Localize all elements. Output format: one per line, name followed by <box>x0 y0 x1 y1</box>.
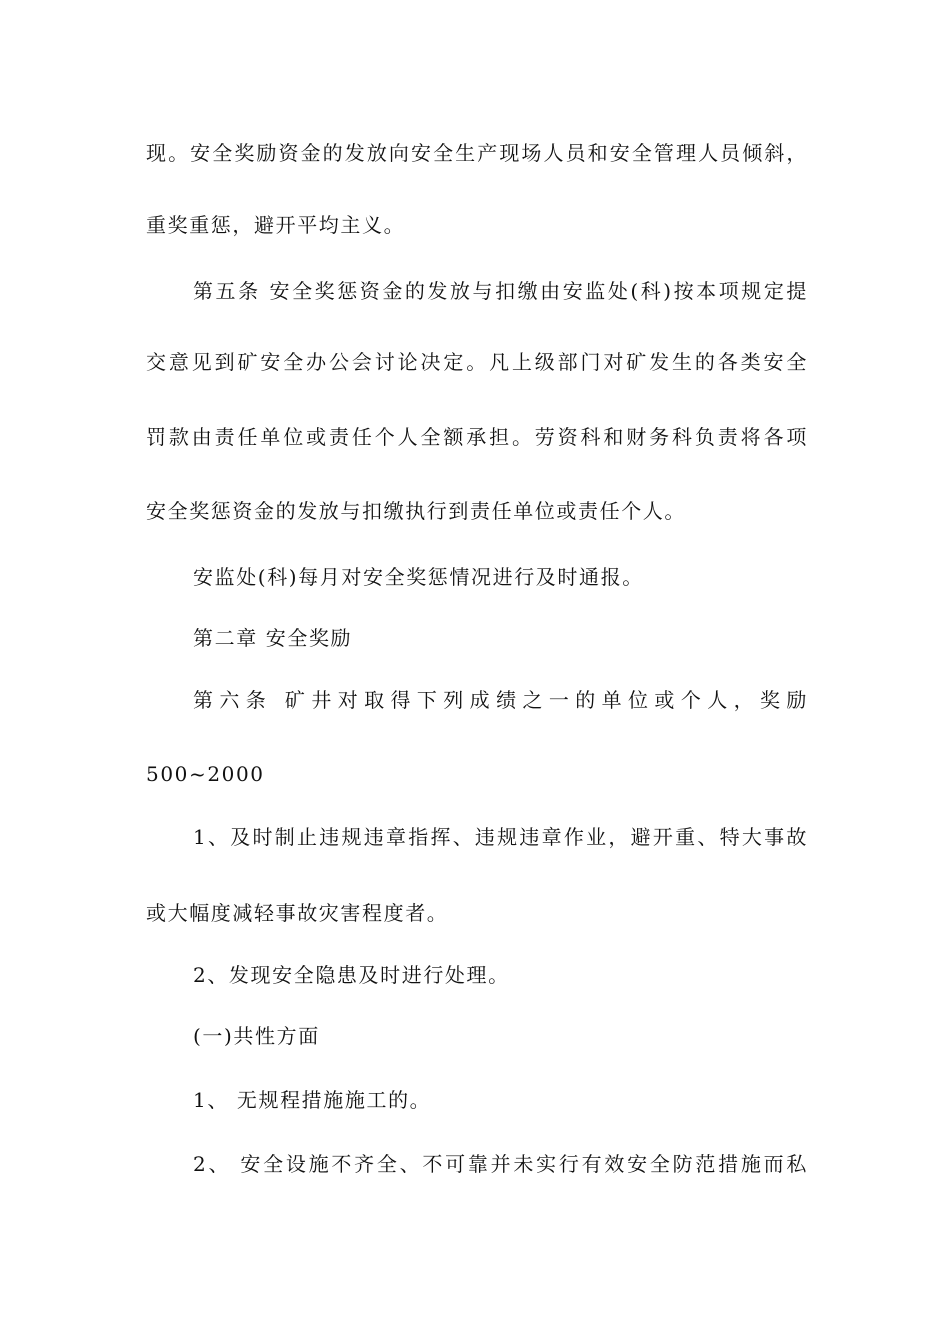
section-common-aspects: (一)共性方面 <box>193 1024 320 1048</box>
item-1: 1、及时制止违规违章指挥、违规违章作业，避开重、特大事故 <box>193 825 808 849</box>
text-line-7: 安监处(科)每月对安全奖惩情况进行及时通报。 <box>193 565 644 589</box>
text-line-4: 交意见到矿安全办公会讨论决定。凡上级部门对矿发生的各类安全 <box>146 350 808 374</box>
text-line-5: 罚款由责任单位或责任个人全额承担。劳资科和财务科负责将各项 <box>146 425 808 449</box>
reward-amount: 500~2000 <box>146 762 265 786</box>
text-line-1: 现。安全奖励资金的发放向安全生产现场人员和安全管理人员倾斜， <box>146 141 808 165</box>
article-5-heading: 第五条 安全奖惩资金的发放与扣缴由安监处(科)按本项规定提 <box>193 279 808 303</box>
text-line-12: 或大幅度减轻事故灾害程度者。 <box>146 901 449 925</box>
article-6-heading: 第六条 矿井对取得下列成绩之一的单位或个人，奖励 <box>193 688 808 712</box>
common-item-1: 1、 无规程措施施工的。 <box>193 1088 432 1112</box>
chapter-2-heading: 第二章 安全奖励 <box>193 626 353 650</box>
common-item-2: 2、 安全设施不齐全、不可靠并未实行有效安全防范措施而私 <box>193 1152 808 1176</box>
text-line-6: 安全奖惩资金的发放与扣缴执行到责任单位或责任个人。 <box>146 499 686 523</box>
text-line-2: 重奖重惩，避开平均主义。 <box>146 213 406 237</box>
item-2: 2、发现安全隐患及时进行处理。 <box>193 963 510 987</box>
